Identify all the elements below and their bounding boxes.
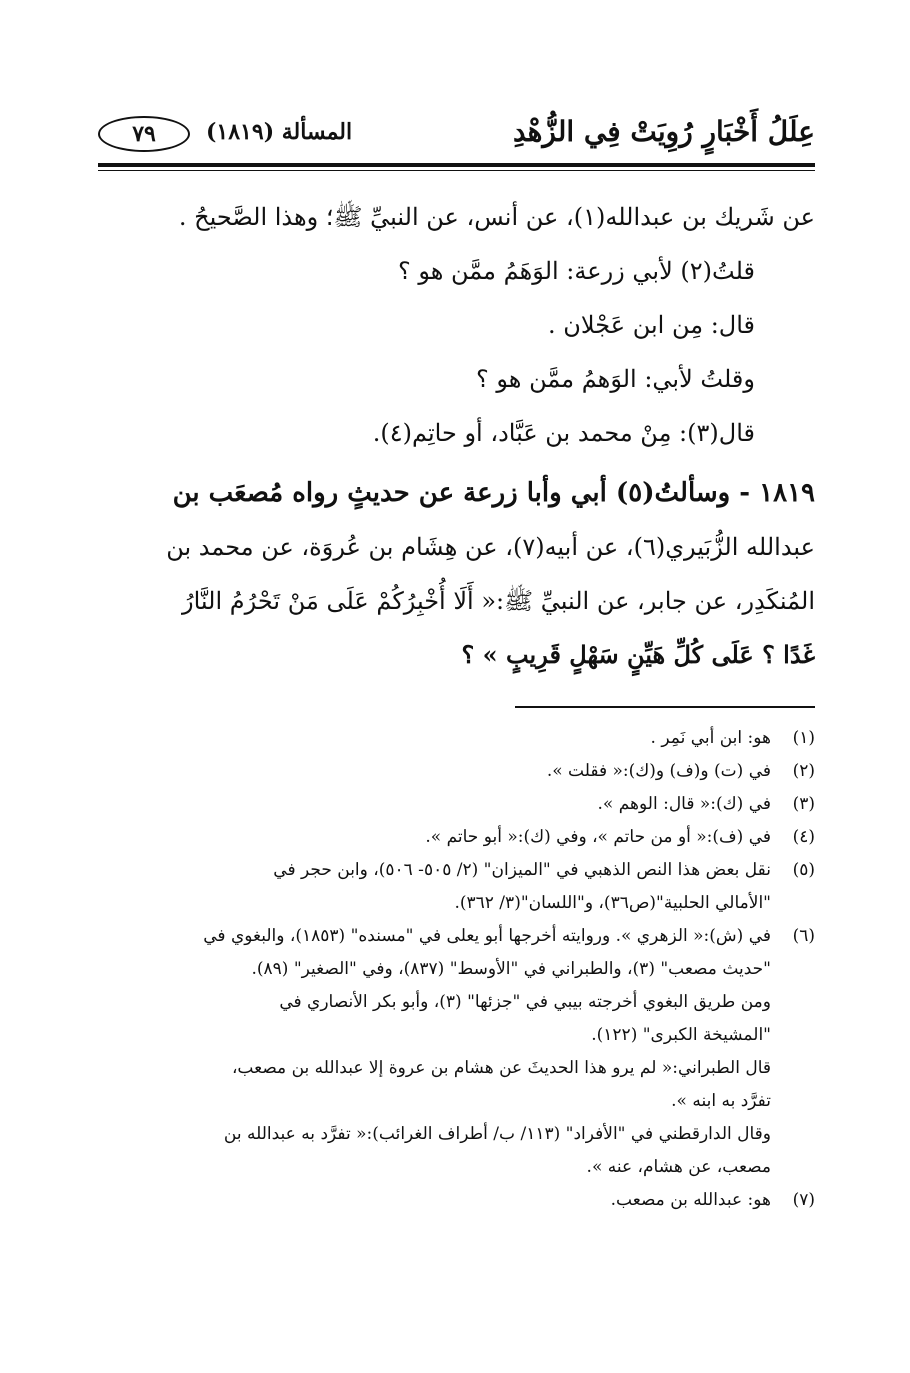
footnote-number: (٤) [792,827,815,847]
footnote-line: في (ك):« قال: الوهم ». [597,794,771,814]
footnote [98,854,815,920]
footnote-line: قال الطبراني:« لم يرو هذا الحديثَ عن هشام بن عروة إلا عبدالله بن مصعب، [231,1058,771,1078]
footnote-line: "الأمالي الحلبية"(ص٣٦)، و"اللسان"(٣/ ٣٦٢). [454,893,771,913]
footnote-line: في (ت) و(ف) و(ك):« فقلت ». [546,761,771,781]
footnote-line: هو: ابن أبي نَمِر . [650,728,771,748]
text-line: وقلتُ لأبي: الوَهمُ ممَّن هو ؟ [476,365,755,393]
footnote-line: مصعب، عن هشام، عنه ». [586,1157,771,1177]
footnote [98,755,815,788]
text-line: قال: مِن ابن عَجْلان . [548,311,755,339]
footnote-number: (٣) [792,794,815,814]
header-rule-thin [98,170,815,171]
footnote [98,788,815,821]
issue-heading-line: ١٨١٩ - وسألتُ(٥) أبي وأبا زرعة عن حديثٍ رواه مُصعَب بن [172,478,815,508]
text-line: عن شَريك بن عبدالله(١)، عن أنس، عن النبيِّ ﷺ؛ وهذا الصَّحيحُ . [178,203,815,231]
footnote-line: في (ش):« الزهري ». وروايته أخرجها أبو يعلى في "مسنده" (١٨٥٣)، والبغوي في [203,926,771,946]
footnote-number: (١) [792,728,815,748]
footnote-line: تفرَّد به ابنه ». [671,1091,771,1111]
text-line: قلتُ(٢) لأبي زرعة: الوَهَمُ ممَّن هو ؟ [397,257,755,285]
hadith-text-line: المُنكَدِر، عن جابر، عن النبيِّ ﷺ:« أَلَا أُخْبِرُكُمْ عَلَى مَنْ تَحْرُمُ النَّارُ [182,587,815,615]
footnote [98,821,815,854]
footnote-line: ومن طريق البغوي أخرجته بيبي في "جزئها" (٣)، وأبو بكر الأنصاري في [279,992,771,1012]
running-title: عِلَلُ أَخْبَارٍ رُوِيَتْ فِي الزُّهْدِ [512,115,815,148]
main-text [98,190,815,682]
footnote-number: (٢) [792,761,815,781]
footnote-number: (٦) [792,926,815,946]
footnote-separator [515,706,815,708]
issue-label: المسألة (١٨١٩) [206,119,353,145]
header-rule-thick [98,163,815,167]
text-line: قال(٣): مِنْ محمد بن عَبَّاد، أو حاتِم(٤). [372,419,755,447]
page-number [98,116,190,152]
footnote [98,920,815,1184]
footnote-line: وقال الدارقطني في "الأفراد" (١١٣/ ب/ أطراف الغرائب):« تفرَّد به عبدالله بن [223,1124,771,1144]
hadith-text-line: غَدًا ؟ عَلَى كُلِّ هَيِّنٍ سَهْلٍ قَرِيبٍ » ؟ [461,640,815,669]
page-header [98,112,815,162]
footnote-number: (٧) [792,1190,815,1210]
footnote-line: في (ف):« أو من حاتم »، وفي (ك):« أبو حاتم ». [425,827,771,847]
footnote-line: هو: عبدالله بن مصعب. [610,1190,771,1210]
text-line: عبدالله الزُّبَيري(٦)، عن أبيه(٧)، عن هِشَام بن عُروَة، عن محمد بن [166,533,815,561]
footnote [98,722,815,755]
footnote-line: "المشيخة الكبرى" (١٢٢). [591,1025,771,1045]
footnote [98,1184,815,1217]
footnote-line: "حديث مصعب" (٣)، والطبراني في "الأوسط" (٨٣٧)، وفي "الصغير" (٨٩). [251,959,771,979]
footnote-line: نقل بعض هذا النص الذهبي في "الميزان" (٢/ ٥٠٥- ٥٠٦)، وابن حجر في [273,860,771,880]
page-number-text: ٧٩ [132,121,156,147]
footnotes [98,722,815,1217]
footnote-number: (٥) [792,860,815,880]
